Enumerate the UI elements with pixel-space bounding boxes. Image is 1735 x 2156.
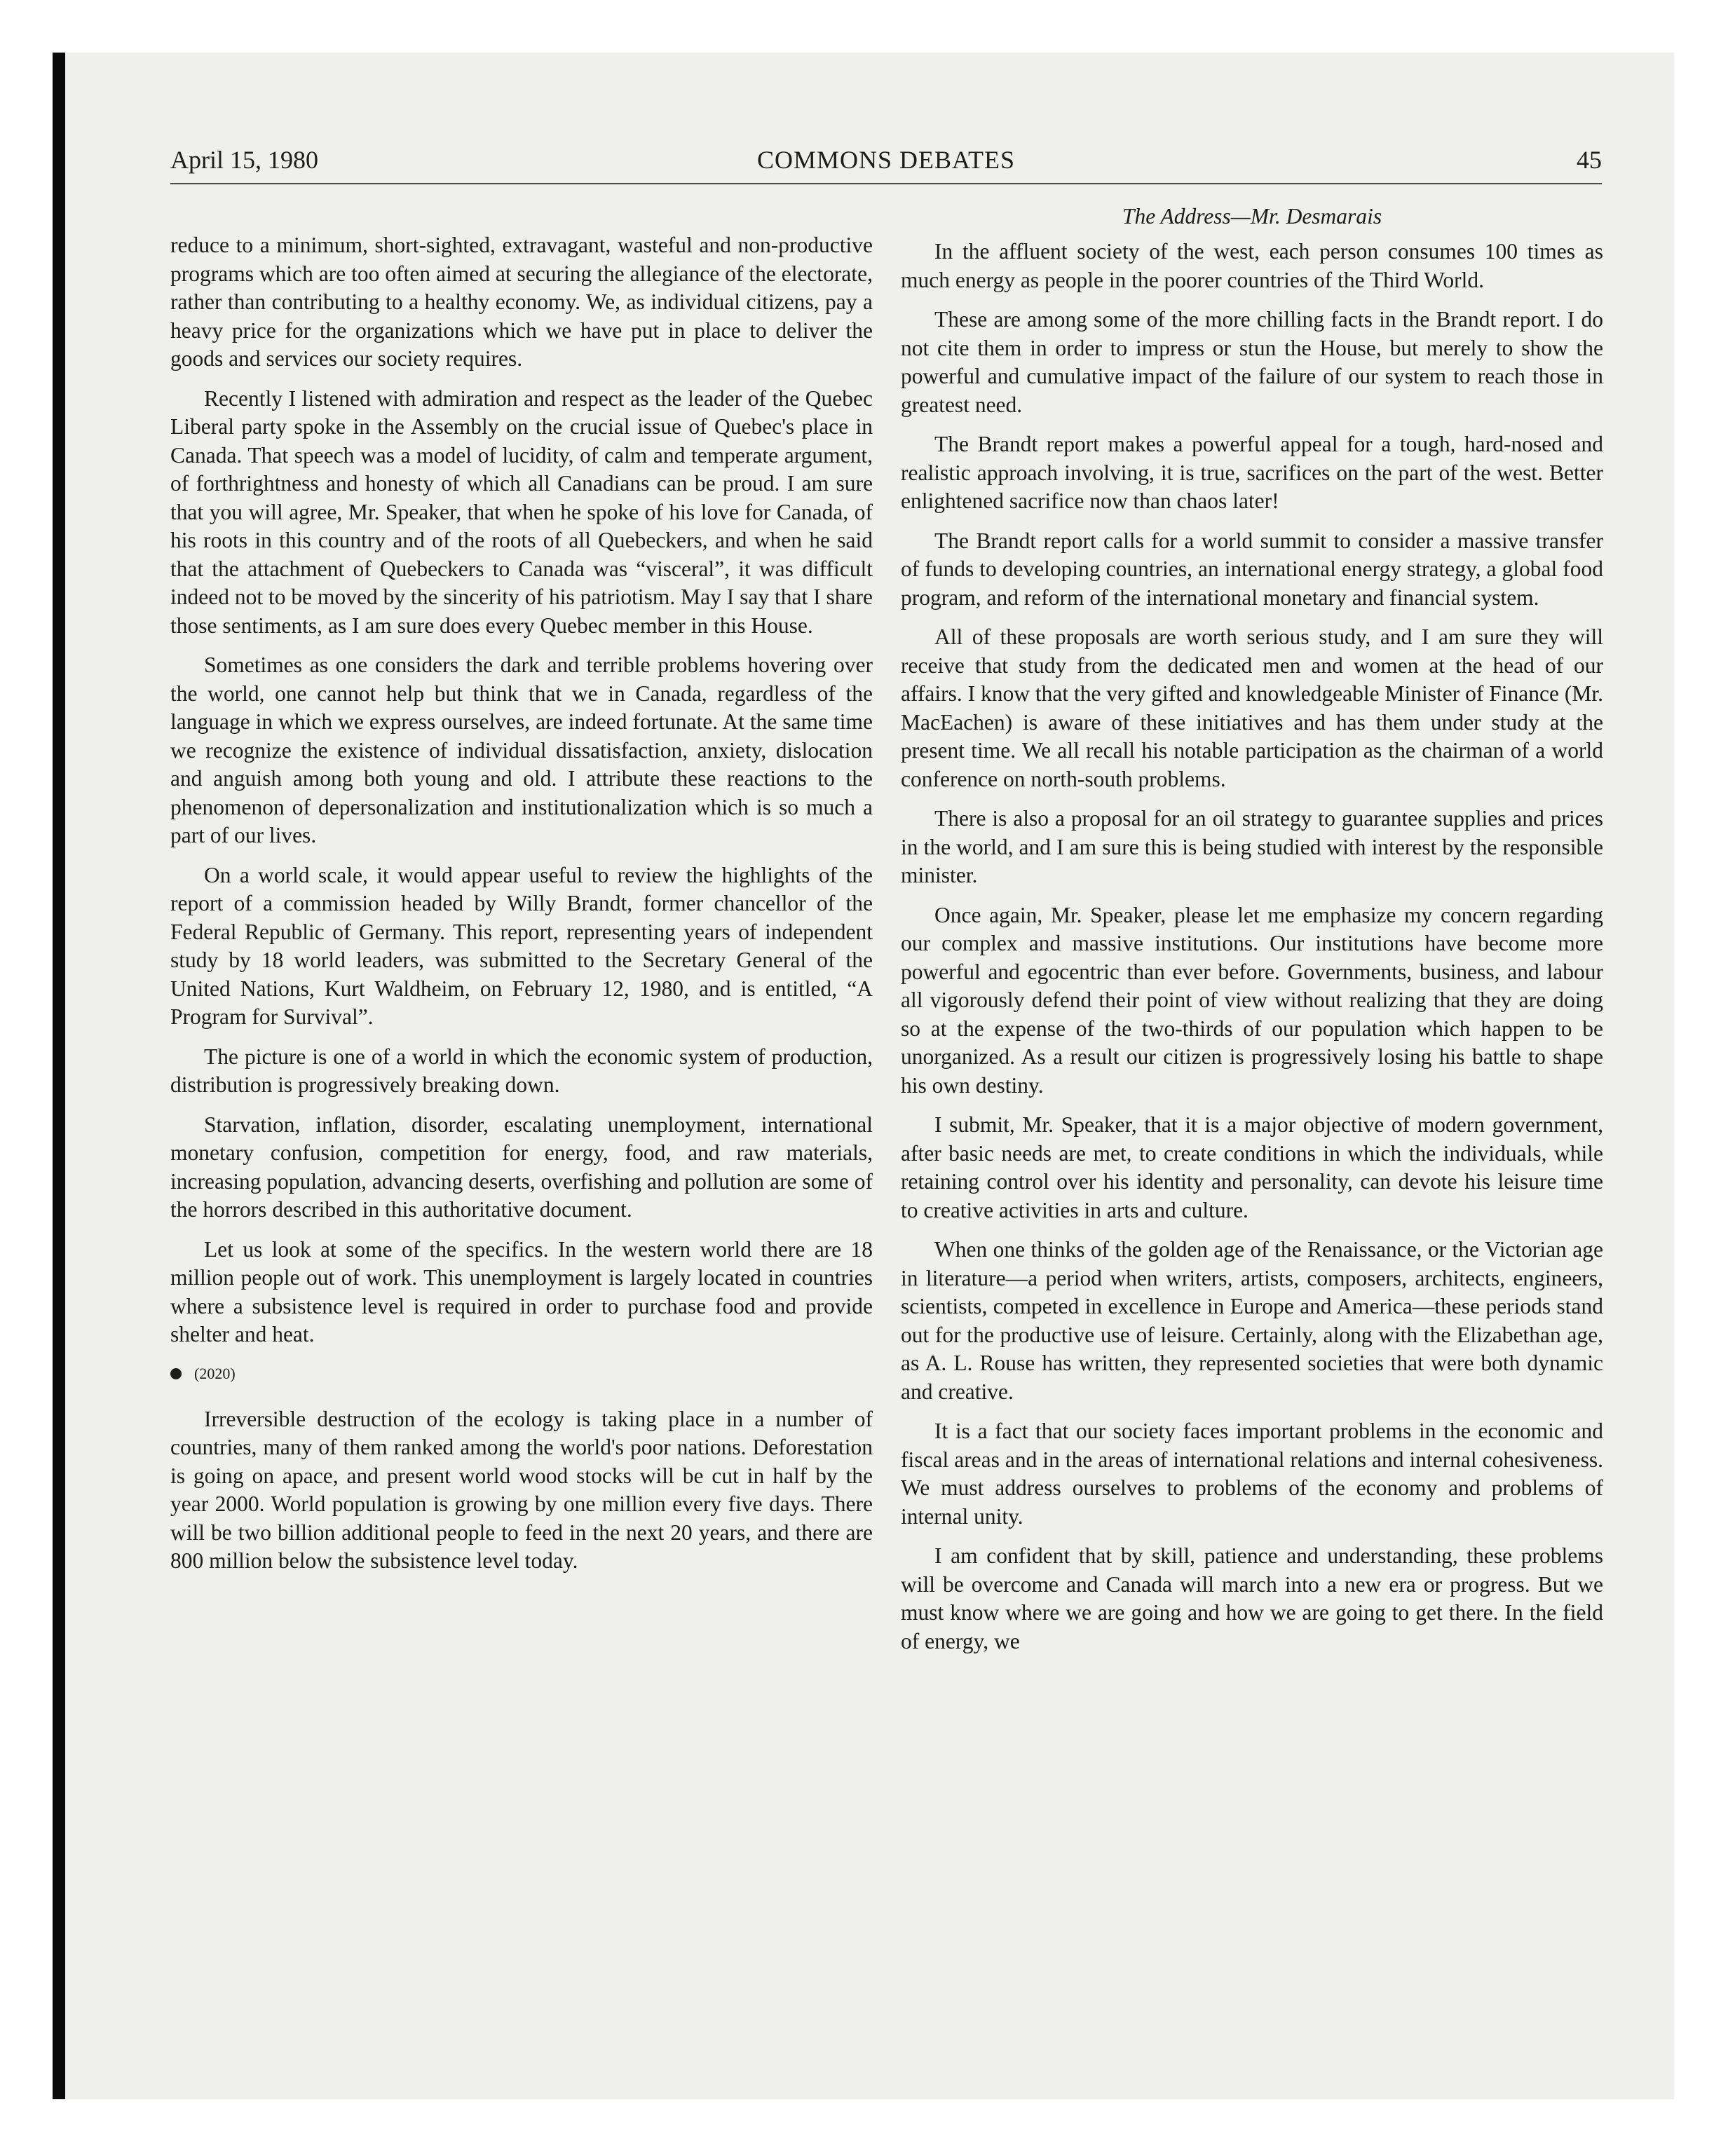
- paragraph: All of these proposals are worth serious study, and I am sure they will receive that study from the dedicated men and women at the head of our affairs. I know that the very gifted and knowledgeable Minister of Finance (Mr. MacEachen) is aware of these initiatives and has them under study at the present time. We all recall his notable participation as the chairman of a world conference on north-south problems.: [901, 625, 1603, 791]
- time-marker: [170, 1363, 873, 1384]
- page-number: 45: [1577, 146, 1602, 174]
- paragraph: It is a fact that our society faces important problems in the economic and fiscal areas and in the areas of international relations and internal cohesiveness. We must address ourselves to problems of the economy and problems of internal unity.: [901, 1419, 1603, 1529]
- paragraph: I am confident that by skill, patience and understanding, these problems will be overcome and Canada will march into a new era or progress. But we must know where we are going and how we are going to get there. In the field of energy, we: [901, 1543, 1603, 1653]
- paragraph: There is also a proposal for an oil strategy to guarantee supplies and prices in the world, and I am sure this is being studied with interest by the responsible minister.: [901, 806, 1603, 887]
- scan-edge: [53, 53, 65, 2099]
- paragraph: Irreversible destruction of the ecology is taking place in a number of countries, many of them ranked among the world's poor nations. Deforestation is going on apace, and present world wood stocks will be cut in half by the year 2000. World population is growing by one million every five days. There will be two billion additional people to feed in the next 20 years, and there are 800 million below the subsistence level today.: [170, 1406, 873, 1573]
- paragraph: Once again, Mr. Speaker, please let me emphasize my concern regarding our complex and massive institutions. Our institutions have become more powerful and egocentric than ever before. Governments, business, and labour all vigorously defend their point of view without realizing that they are doing so at the expense of the two-thirds of our population which happen to be unorganized. As a result our citizen is progressively losing his battle to shape his own destiny.: [901, 902, 1603, 1098]
- paragraph: Starvation, inflation, disorder, escalating unemployment, international monetary confusion, competition for energy, food, and raw materials, increasing population, advancing deserts, overfishing and pollution are some of the horrors described in this authoritative document.: [170, 1112, 873, 1222]
- right-column: [901, 201, 1603, 1667]
- paragraph: reduce to a minimum, short-sighted, extravagant, wasteful and non-productive programs which are too often aimed at securing the allegiance of the electorate, rather than contributing to a healthy economy. We, as individual citizens, pay a heavy price for the organizations which we have put in place to deliver the goods and services our society requires.: [170, 233, 873, 371]
- bullet-icon: [170, 1368, 182, 1379]
- section-heading: The Address—Mr. Desmarais: [1122, 204, 1382, 228]
- paragraph: Recently I listened with admiration and respect as the leader of the Quebec Liberal party spoke in the Assembly on the crucial issue of Quebec's place in Canada. That speech was a model of lucidity, of calm and temperate argument, of forthrightness and honesty of which all Canadians can be proud. I am sure that you will agree, Mr. Speaker, that when he spoke of his love for Canada, of his roots in this country and of the roots of all Quebeckers, and when he said that the attachment of Quebeckers to Canada was “visceral”, it was difficult indeed not to be moved by the sincerity of his patriotism. May I say that I share those sentiments, as I am sure does every Quebec member in this House.: [170, 386, 873, 638]
- paragraph: These are among some of the more chilling facts in the Brandt report. I do not cite them in order to impress or stun the House, but merely to show the powerful and cumulative impact of the failure of our system to reach those in greatest need.: [901, 307, 1603, 417]
- paragraph: Let us look at some of the specifics. In the western world there are 18 million people out of work. This unemployment is largely located in countries where a subsistence level is required in order to purchase food and provide shelter and heat.: [170, 1236, 873, 1346]
- header-date: April 15, 1980: [170, 146, 318, 174]
- paragraph: When one thinks of the golden age of the Renaissance, or the Victorian age in literature—a period when writers, artists, composers, architects, engineers, scientists, competed in excellence in Europe and America—these periods stand out for the productive use of leisure. Certainly, along with the Elizabethan age, as A. L. Rouse has written, they represented societies that were both dynamic and creative.: [901, 1237, 1603, 1404]
- time-marker-text: (2020): [194, 1364, 236, 1382]
- paragraph: The picture is one of a world in which the economic system of production, distribution is progressively breaking down.: [170, 1044, 873, 1097]
- paragraph: Sometimes as one considers the dark and terrible problems hovering over the world, one cannot help but think that we in Canada, regardless of the language in which we express ourselves, are indeed fortunate. At the same time we recognize the existence of individual dissatisfaction, anxiety, dislocation and anguish among both young and old. I attribute these reactions to the phenomenon of depersonalization and institutionalization which is so much a part of our lives.: [170, 653, 873, 847]
- paragraph: The Brandt report calls for a world summit to consider a massive transfer of funds to developing countries, an international energy strategy, a global food program, and reform of the international monetary and financial system.: [901, 528, 1603, 610]
- left-column: [170, 231, 873, 1587]
- paragraph: In the affluent society of the west, each person consumes 100 times as much energy as people in the poorer countries of the Third World.: [901, 239, 1603, 292]
- paragraph: I submit, Mr. Speaker, that it is a major objective of modern government, after basic needs are met, to create conditions in which the individuals, while retaining control over his identity and personality, can devote his leisure time to creative activities in arts and culture.: [901, 1112, 1603, 1222]
- paragraph: On a world scale, it would appear useful to review the highlights of the report of a commission headed by Willy Brandt, former chancellor of the Federal Republic of Germany. This report, representing years of independent study by 18 world leaders, was submitted to the Secretary General of the United Nations, Kurt Waldheim, on February 12, 1980, and is entitled, “A Program for Survival”.: [170, 862, 873, 1029]
- running-header: [170, 144, 1602, 184]
- header-title: COMMONS DEBATES: [756, 146, 1016, 174]
- paragraph: The Brandt report makes a powerful appeal for a tough, hard-nosed and realistic approach involving, it is true, sacrifices on the part of the west. Better enlightened sacrifice now than chaos later!: [901, 432, 1603, 513]
